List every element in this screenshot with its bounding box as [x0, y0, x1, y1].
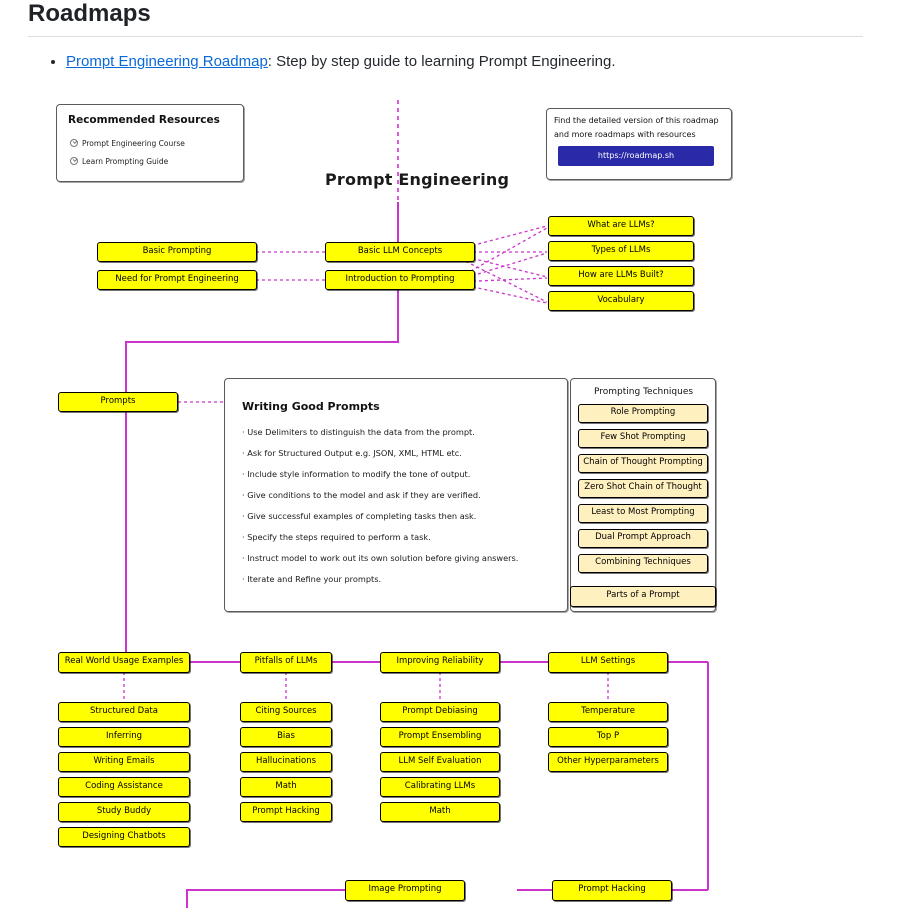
node-writing-emails[interactable]: Writing Emails — [58, 752, 190, 772]
node-real-world-usage-examples[interactable]: Real World Usage Examples — [58, 652, 190, 673]
node-llm-self-evaluation[interactable]: LLM Self Evaluation — [380, 752, 500, 772]
writing-good-prompts-item: · Iterate and Refine your prompts. — [242, 573, 382, 584]
page-title: Roadmaps — [28, 0, 151, 27]
node-temperature[interactable]: Temperature — [548, 702, 668, 722]
roadmap-title: Prompt Engineering — [325, 169, 510, 189]
check-icon — [70, 157, 78, 165]
node-prompts[interactable]: Prompts — [58, 392, 178, 412]
node-prompt-hacking-pitfalls[interactable]: Prompt Hacking — [240, 802, 332, 822]
node-llm-settings[interactable]: LLM Settings — [548, 652, 668, 673]
title-divider — [28, 36, 863, 37]
node-few-shot-prompting[interactable]: Few Shot Prompting — [578, 429, 708, 448]
writing-good-prompts-item: · Give conditions to the model and ask if they are verified. — [242, 489, 481, 500]
list-item — [66, 51, 911, 74]
prompt-engineering-roadmap-link[interactable]: Prompt Engineering Roadmap — [66, 53, 268, 70]
node-basic-llm-concepts[interactable]: Basic LLM Concepts — [325, 242, 475, 262]
check-icon — [70, 139, 78, 147]
node-top-p[interactable]: Top P — [548, 727, 668, 747]
writing-good-prompts-item: · Specify the steps required to perform a task. — [242, 531, 431, 542]
writing-good-prompts-title: Writing Good Prompts — [242, 399, 380, 413]
resource-item: Learn Prompting Guide — [70, 156, 168, 166]
node-role-prompting[interactable]: Role Prompting — [578, 404, 708, 423]
node-introduction-to-prompting[interactable]: Introduction to Prompting — [325, 270, 475, 290]
writing-good-prompts-item: · Use Delimiters to distinguish the data from the prompt. — [242, 426, 475, 437]
prompting-techniques-title: Prompting Techniques — [594, 386, 694, 397]
node-how-are-llms-built[interactable]: How are LLMs Built? — [548, 266, 694, 286]
node-inferring[interactable]: Inferring — [58, 727, 190, 747]
node-math-reliability[interactable]: Math — [380, 802, 500, 822]
writing-good-prompts-item: · Give successful examples of completing tasks then ask. — [242, 510, 477, 521]
writing-good-prompts-item: · Ask for Structured Output e.g. JSON, XML, HTML etc. — [242, 447, 462, 458]
node-calibrating-llms[interactable]: Calibrating LLMs — [380, 777, 500, 797]
roadmap-diagram — [42, 90, 802, 910]
list-item-description: : Step by step guide to learning Prompt Engineering. — [267, 53, 616, 70]
node-least-to-most-prompting[interactable]: Least to Most Prompting — [578, 504, 708, 523]
node-what-are-llms[interactable]: What are LLMs? — [548, 216, 694, 236]
node-vocabulary[interactable]: Vocabulary — [548, 291, 694, 311]
node-hallucinations[interactable]: Hallucinations — [240, 752, 332, 772]
node-dual-prompt-approach[interactable]: Dual Prompt Approach — [578, 529, 708, 548]
writing-good-prompts-item: · Instruct model to work out its own solution before giving answers. — [242, 552, 519, 563]
node-chain-of-thought-prompting[interactable]: Chain of Thought Prompting — [578, 454, 708, 473]
node-bias[interactable]: Bias — [240, 727, 332, 747]
writing-good-prompts-item: · Include style information to modify the tone of output. — [242, 468, 471, 479]
roadmap-sh-link[interactable]: https://roadmap.sh — [558, 146, 714, 166]
node-need-for-prompt-engineering[interactable]: Need for Prompt Engineering — [97, 270, 257, 290]
detail-line-1: Find the detailed version of this roadmap — [554, 115, 719, 125]
node-citing-sources[interactable]: Citing Sources — [240, 702, 332, 722]
roadmap-list — [0, 51, 911, 74]
node-coding-assistance[interactable]: Coding Assistance — [58, 777, 190, 797]
resource-item: Prompt Engineering Course — [70, 138, 185, 148]
node-other-hyperparameters[interactable]: Other Hyperparameters — [548, 752, 668, 772]
node-improving-reliability[interactable]: Improving Reliability — [380, 652, 500, 673]
detail-line-2: and more roadmaps with resources — [554, 129, 696, 139]
node-math-pitfalls[interactable]: Math — [240, 777, 332, 797]
node-pitfalls-of-llms[interactable]: Pitfalls of LLMs — [240, 652, 332, 673]
node-types-of-llms[interactable]: Types of LLMs — [548, 241, 694, 261]
node-zero-shot-chain-of-thought[interactable]: Zero Shot Chain of Thought — [578, 479, 708, 498]
node-designing-chatbots[interactable]: Designing Chatbots — [58, 827, 190, 847]
recommended-resources-title: Recommended Resources — [68, 113, 220, 126]
node-combining-techniques[interactable]: Combining Techniques — [578, 554, 708, 573]
node-prompt-ensembling[interactable]: Prompt Ensembling — [380, 727, 500, 747]
node-image-prompting[interactable]: Image Prompting — [345, 880, 465, 901]
node-basic-prompting[interactable]: Basic Prompting — [97, 242, 257, 262]
node-prompt-hacking[interactable]: Prompt Hacking — [552, 880, 672, 901]
node-parts-of-a-prompt[interactable]: Parts of a Prompt — [570, 586, 716, 607]
node-study-buddy[interactable]: Study Buddy — [58, 802, 190, 822]
node-prompt-debiasing[interactable]: Prompt Debiasing — [380, 702, 500, 722]
node-structured-data[interactable]: Structured Data — [58, 702, 190, 722]
